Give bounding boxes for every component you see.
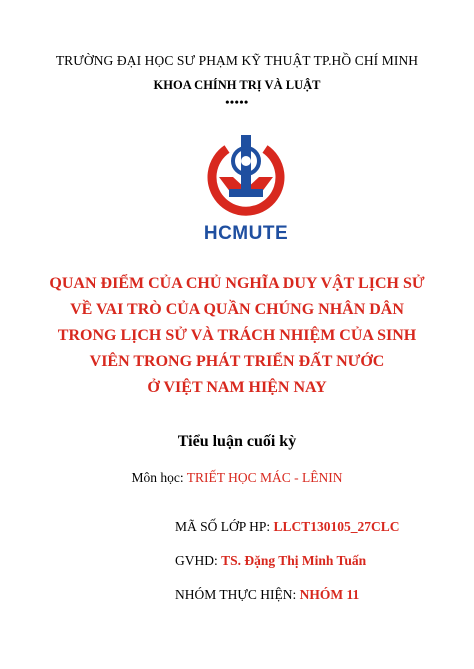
instructor-value: TS. Đặng Thị Minh Tuấn <box>221 553 367 568</box>
class-code-value: LLCT130105_27CLC <box>273 519 400 534</box>
logo-wordmark: HCMUTE <box>203 223 289 244</box>
instructor-line <box>175 553 366 569</box>
group-label: NHÓM THỰC HIỆN: <box>175 587 300 602</box>
subject-label: Môn học: <box>131 470 187 485</box>
university-name: TRƯỜNG ĐẠI HỌC SƯ PHẠM KỸ THUẬT TP.HỒ CHÍ MINH <box>55 53 419 68</box>
title-line: Ở VIỆT NAM HIỆN NAY <box>147 379 327 396</box>
ornament-dots: ••••• <box>225 95 249 109</box>
title-line: QUAN ĐIỂM CỦA CHỦ NGHĨA DUY VẬT LỊCH SỬ <box>49 275 425 292</box>
class-code-line <box>175 519 400 535</box>
class-code-label: MÃ SỐ LỚP HP: <box>175 519 274 534</box>
essay-type: Tiểu luận cuối kỳ <box>177 433 297 450</box>
faculty-name: KHOA CHÍNH TRỊ VÀ LUẬT <box>153 78 321 92</box>
essay-title <box>40 271 434 401</box>
subject-value: TRIẾT HỌC MÁC - LÊNIN <box>186 470 343 485</box>
title-line: VỀ VAI TRÒ CỦA QUẦN CHÚNG NHÂN DÂN <box>70 301 404 318</box>
hcmute-logo-icon <box>203 133 289 219</box>
instructor-label: GVHD: <box>175 553 222 568</box>
title-line: TRONG LỊCH SỬ VÀ TRÁCH NHIỆM CỦA SINH <box>57 327 417 344</box>
group-value: NHÓM 11 <box>299 587 360 602</box>
group-line <box>175 587 359 603</box>
title-line: VIÊN TRONG PHÁT TRIỂN ĐẤT NƯỚC <box>89 353 385 370</box>
subject-line <box>0 470 474 486</box>
